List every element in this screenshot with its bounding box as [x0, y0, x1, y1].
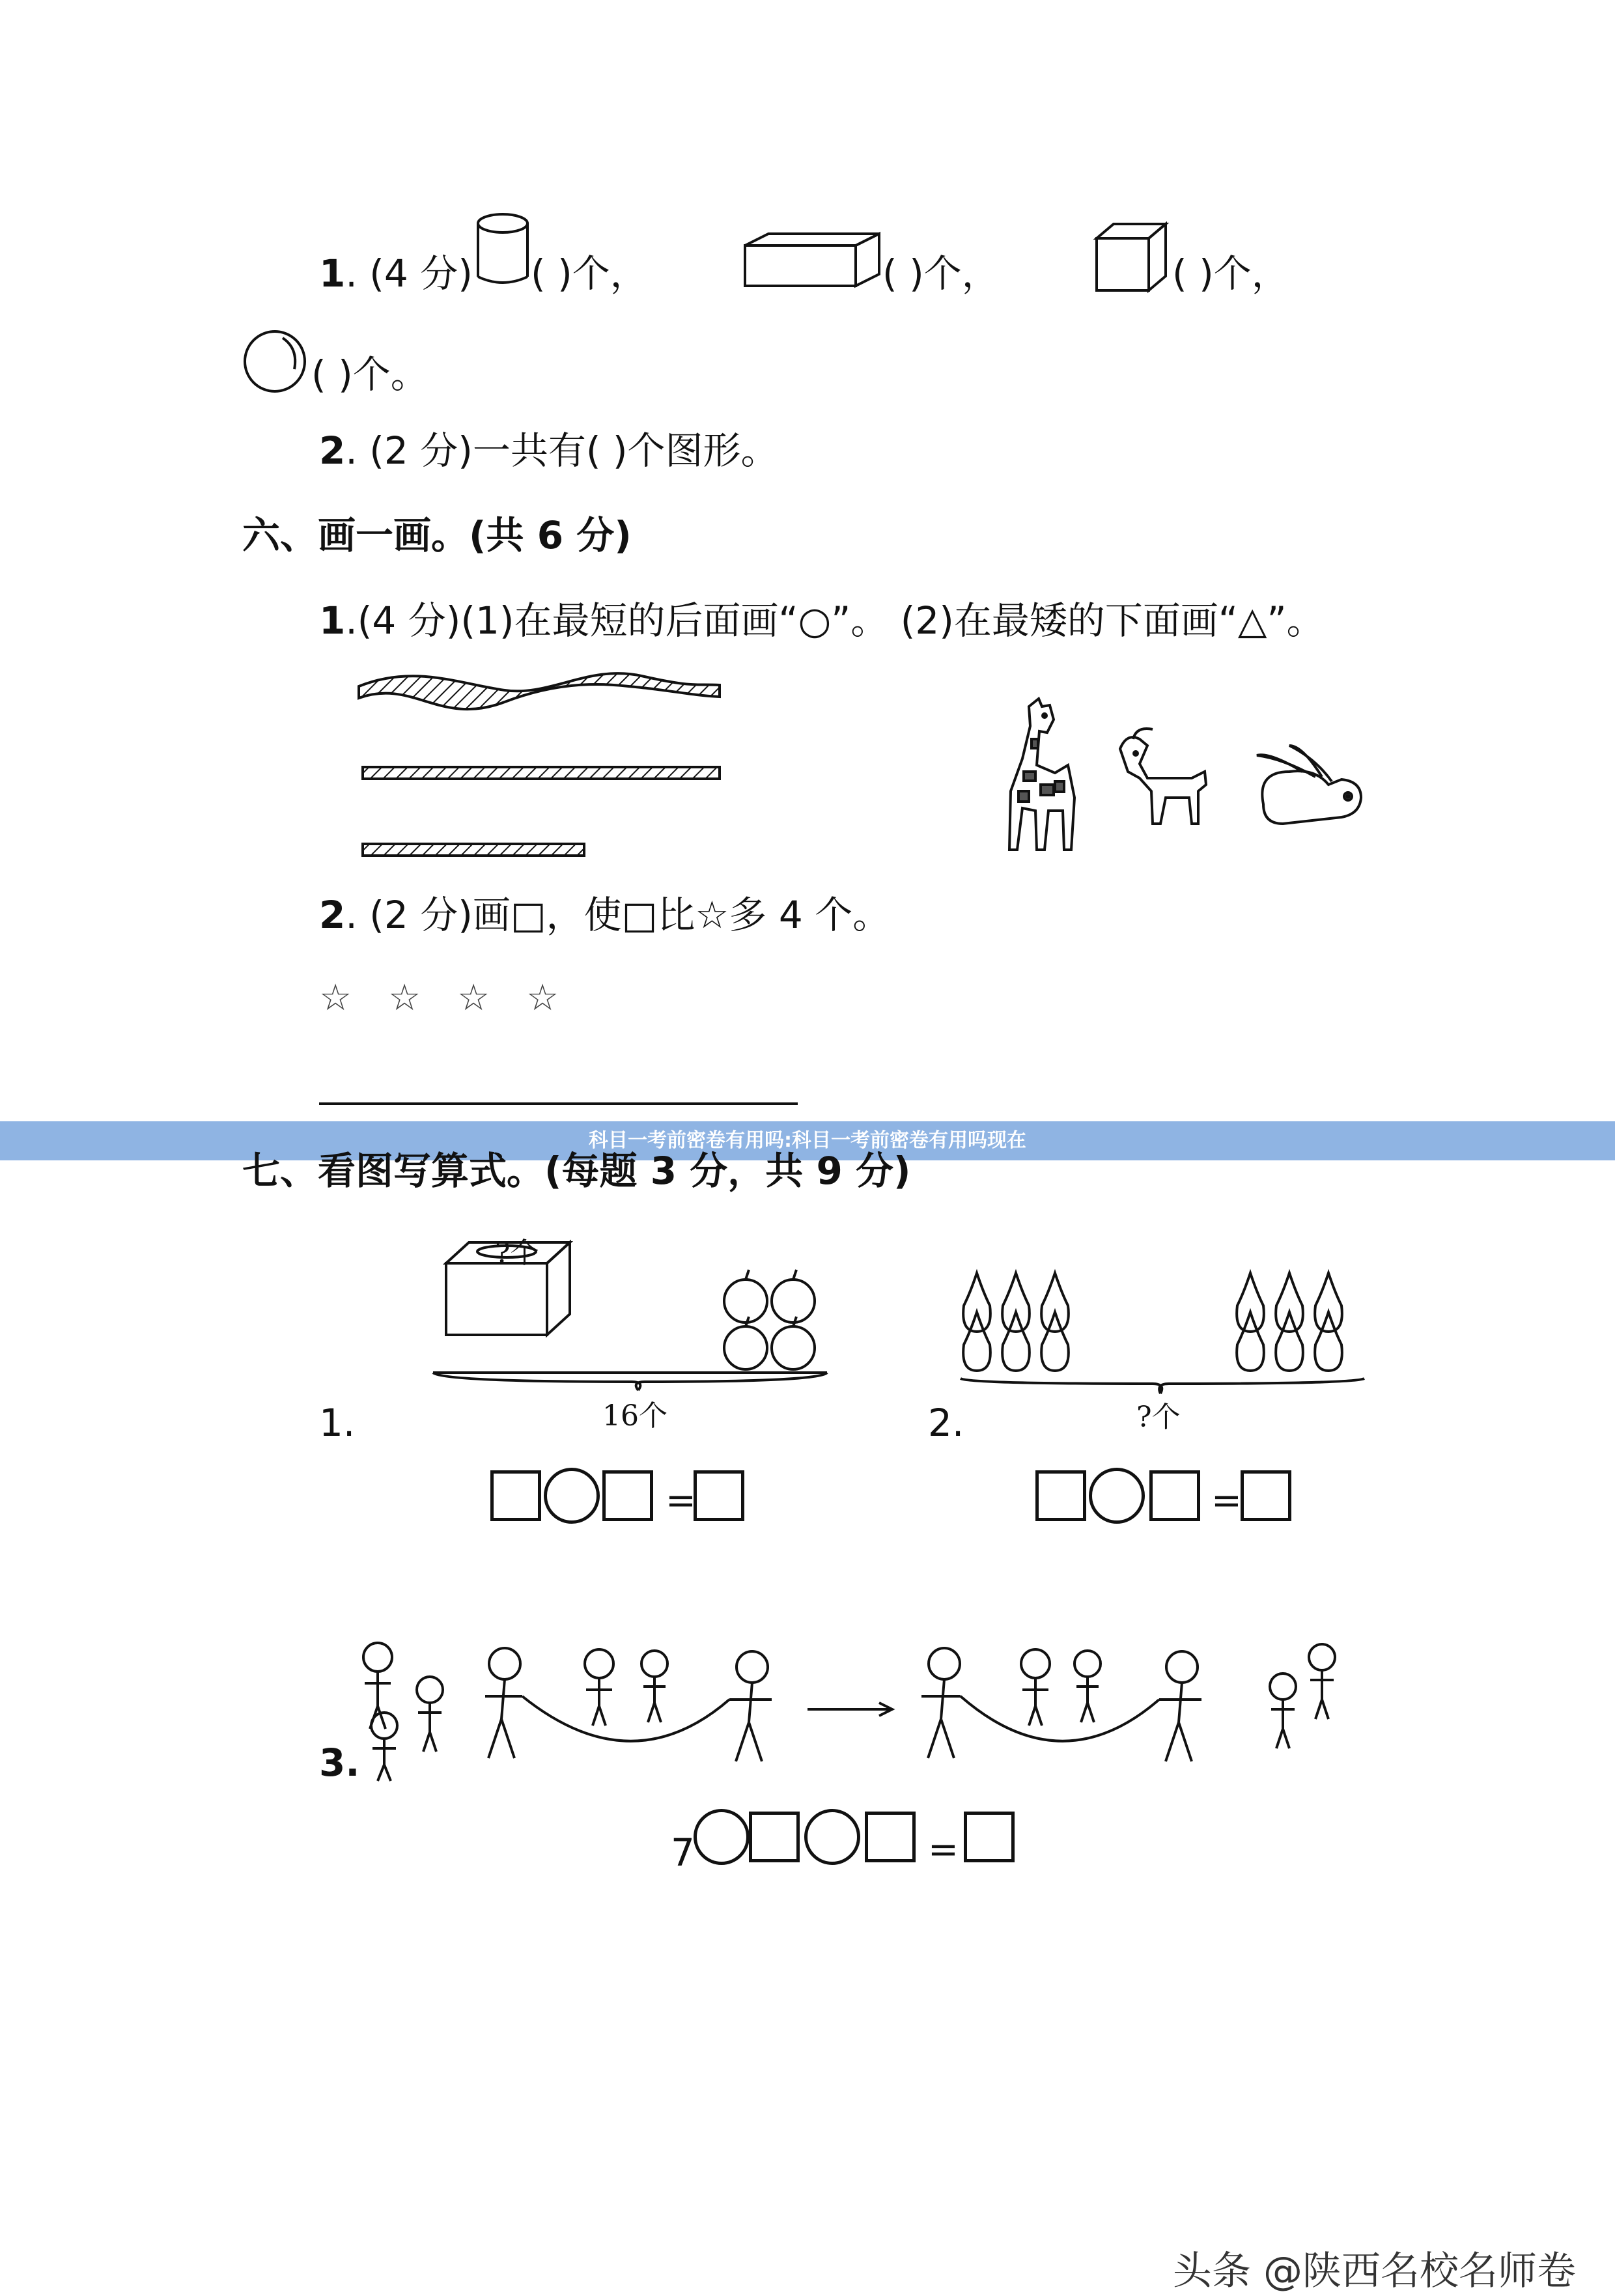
- result-box[interactable]: [694, 1470, 744, 1521]
- jump-rope: [522, 1696, 729, 1741]
- wavy-rope: [359, 673, 720, 709]
- child-icon: [585, 1649, 613, 1726]
- child-icon: [641, 1651, 667, 1722]
- q6-2-number: 2: [319, 893, 346, 937]
- goat-icon: [1120, 729, 1206, 824]
- star-icon: ☆: [319, 977, 352, 1019]
- top-banner[interactable]: 科目一考前密卷有用吗:科目一考前密卷有用吗现在: [0, 1121, 1615, 1160]
- bottom-brace: [433, 1373, 827, 1390]
- rabbit-icon: [1257, 746, 1361, 824]
- section-7-heading: 七、看图写算式。(每题 3 分，共 9 分): [242, 1149, 911, 1193]
- equals-sign: =: [666, 1479, 696, 1522]
- q5-2-text: . (2 分)一共有( )个图形。: [345, 428, 779, 473]
- result-box[interactable]: [964, 1812, 1015, 1862]
- child-icon: [363, 1643, 392, 1729]
- short-straight-rope: [363, 844, 584, 856]
- jump-rope-figure: [352, 1634, 1348, 1784]
- operator-circle[interactable]: [544, 1468, 600, 1524]
- animals-illustration: [977, 693, 1381, 863]
- problem-1-label: 1.: [319, 1401, 356, 1445]
- child-icon: [1074, 1651, 1101, 1722]
- child-icon: [729, 1651, 772, 1761]
- cube-shape: [1094, 221, 1172, 293]
- equals-sign: =: [1211, 1479, 1242, 1522]
- footer-watermark: 头条 @陕西名校名师卷: [1172, 2248, 1576, 2294]
- sphere-shape: [242, 329, 314, 400]
- q5-1-line: [319, 251, 473, 296]
- answer-box[interactable]: [865, 1812, 916, 1862]
- total-label-2: ?个: [1136, 1401, 1181, 1434]
- problem-3-label: [319, 1740, 359, 1785]
- q6-2-text: . (2 分)画□，使□比☆多 4 个。: [345, 893, 891, 937]
- cube-answer: ( )个，: [1172, 251, 1289, 296]
- problem-3-number: 3.: [319, 1741, 360, 1785]
- q5-1-number: 1: [319, 251, 346, 296]
- arrow-right-icon: [808, 1703, 892, 1716]
- q6-1-number: 1: [319, 598, 346, 643]
- total-label-1: 16个: [602, 1399, 667, 1433]
- q5-1-score: . (4 分): [345, 251, 473, 296]
- giraffe-icon: [1009, 699, 1074, 850]
- section-6-heading: 六、画一画。(共 6 分): [242, 513, 632, 557]
- answer-box[interactable]: [490, 1470, 541, 1521]
- child-icon: [1021, 1649, 1050, 1726]
- pear-icon: [963, 1273, 1342, 1371]
- start-number: 7: [671, 1830, 695, 1875]
- star-icon: ☆: [526, 977, 559, 1019]
- child-icon: [1270, 1673, 1296, 1748]
- cuboid-shape: [742, 231, 886, 290]
- box-and-apples-figure: [423, 1231, 847, 1380]
- operator-circle[interactable]: [694, 1809, 750, 1865]
- long-straight-rope: [363, 767, 720, 779]
- result-box[interactable]: [1241, 1470, 1291, 1521]
- q6-2-line: [319, 892, 890, 938]
- box-count-label: ?个: [495, 1237, 539, 1270]
- star-row: [319, 977, 595, 1019]
- answer-box[interactable]: [602, 1470, 653, 1521]
- ropes-illustration: [355, 664, 733, 860]
- answer-box[interactable]: [749, 1812, 800, 1862]
- q5-2-line: [319, 428, 779, 473]
- q6-1-line: [319, 598, 1325, 643]
- child-icon: [1159, 1651, 1201, 1761]
- sphere-answer: ( )个。: [311, 352, 428, 397]
- q5-2-number: 2: [319, 428, 346, 473]
- problem-2-label: 2.: [928, 1401, 964, 1445]
- q6-1-text: .(4 分)(1)在最短的后面画“○”。 (2)在最矮的下面画“△”。: [345, 598, 1325, 643]
- answer-line: [319, 1102, 798, 1105]
- child-icon: [1309, 1644, 1335, 1719]
- cylinder-shape: [475, 212, 534, 290]
- child-icon: [921, 1648, 961, 1758]
- equals-sign: =: [928, 1828, 959, 1871]
- child-icon: [485, 1648, 522, 1758]
- operator-circle[interactable]: [1089, 1468, 1145, 1524]
- child-icon: [417, 1677, 443, 1752]
- star-icon: ☆: [388, 977, 421, 1019]
- cylinder-answer: ( )个，: [531, 251, 648, 296]
- operator-circle[interactable]: [804, 1809, 860, 1865]
- bottom-brace: [961, 1379, 1364, 1393]
- apple-icon: [724, 1270, 815, 1369]
- star-icon: ☆: [457, 977, 490, 1019]
- answer-box[interactable]: [1035, 1470, 1086, 1521]
- jump-rope: [961, 1696, 1159, 1741]
- answer-box[interactable]: [1149, 1470, 1200, 1521]
- cuboid-answer: ( )个，: [882, 251, 1000, 296]
- pears-figure: [957, 1267, 1368, 1384]
